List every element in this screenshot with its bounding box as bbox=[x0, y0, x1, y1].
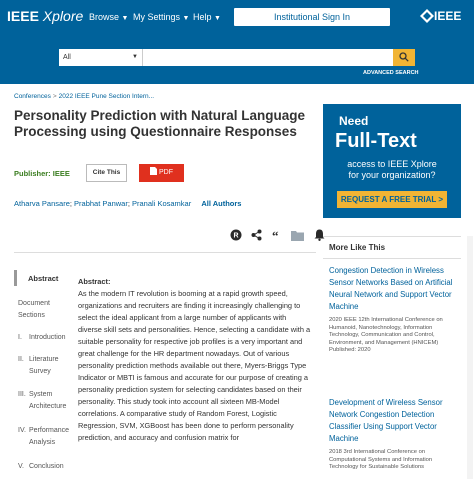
logo-main-text: IEEE bbox=[7, 8, 39, 24]
chevron-down-icon: ▼ bbox=[132, 54, 138, 60]
all-authors-link[interactable]: All Authors bbox=[201, 199, 242, 208]
institutional-sign-in-button[interactable]: Institutional Sign In bbox=[234, 8, 390, 26]
full-text-ad[interactable] bbox=[323, 104, 461, 218]
section-label: Introduction bbox=[29, 334, 66, 341]
divider bbox=[323, 258, 461, 259]
author-separator: ; bbox=[127, 199, 133, 208]
document-icon bbox=[150, 167, 157, 175]
section-number: I. bbox=[18, 334, 22, 341]
abstract-heading: Abstract: bbox=[78, 277, 111, 286]
author-link[interactable]: Prabhat Panwar bbox=[74, 199, 128, 208]
breadcrumb bbox=[14, 93, 154, 100]
author-link[interactable]: Atharva Pansare bbox=[14, 199, 70, 208]
author-link[interactable]: Pranali Kosamkar bbox=[132, 199, 192, 208]
publisher-line bbox=[14, 169, 70, 178]
share-icon[interactable] bbox=[251, 228, 262, 246]
nav-abstract[interactable]: Abstract bbox=[28, 274, 59, 283]
section-label: Literature Survey bbox=[29, 356, 59, 375]
chevron-down-icon: ▼ bbox=[214, 15, 221, 22]
section-label: System Architecture bbox=[29, 391, 67, 410]
publisher-label: Publisher: bbox=[14, 169, 51, 178]
copyright-icon[interactable] bbox=[230, 228, 242, 246]
document-sections-label: Document Sections bbox=[18, 300, 50, 319]
more-like-this-header: More Like This bbox=[329, 243, 386, 252]
section-label: Conclusion bbox=[29, 463, 64, 470]
breadcrumb-separator: > bbox=[52, 93, 57, 100]
chevron-down-icon: ▼ bbox=[182, 15, 190, 22]
author-separator: ; bbox=[69, 199, 75, 208]
quote-icon[interactable] bbox=[272, 228, 282, 246]
more-like-this-panel bbox=[323, 236, 461, 479]
nav-browse-label: Browse bbox=[89, 12, 120, 22]
section-number: IV. bbox=[18, 427, 26, 434]
ad-full-text: Full-Text bbox=[335, 130, 417, 152]
breadcrumb-conferences[interactable]: Conferences bbox=[14, 93, 51, 100]
related-article-venue: 2020 IEEE 12th International Conference on Humanoid, Nanotechnology, Information Technology, Communication and Control, Environment, and Management (HNICEM) bbox=[329, 317, 443, 346]
section-number: V. bbox=[18, 463, 24, 470]
svg-text:R: R bbox=[233, 232, 239, 240]
nav-my-settings[interactable] bbox=[133, 12, 189, 22]
abstract-body bbox=[78, 276, 312, 444]
related-article-title[interactable]: Congestion Detection in Wireless Sensor Networks Based on Artificial Neural Network and Support Vector Machine bbox=[329, 266, 453, 311]
pdf-button[interactable] bbox=[139, 164, 184, 182]
ad-access-line-2: for your organization? bbox=[348, 170, 436, 180]
ieee-diamond-icon bbox=[420, 9, 434, 23]
search-icon bbox=[399, 52, 409, 62]
authors-line bbox=[14, 199, 241, 208]
related-article-title[interactable]: Development of Wireless Sensor Network Congestion Detection Classifier Using Support Vector Machine bbox=[329, 398, 443, 443]
cite-this-button[interactable]: Cite This bbox=[86, 164, 127, 182]
divider bbox=[14, 252, 316, 253]
related-article bbox=[329, 265, 457, 355]
svg-text:“: “ bbox=[271, 229, 279, 241]
article-tools bbox=[230, 228, 330, 244]
pdf-label: PDF bbox=[158, 169, 173, 176]
section-number: II. bbox=[18, 356, 24, 363]
search-scope-select[interactable] bbox=[59, 49, 143, 66]
related-article-venue: 2018 3rd International Conference on Computational Systems and Information Technology for Sustainable Solutions bbox=[329, 449, 433, 470]
chevron-down-icon: ▼ bbox=[121, 15, 129, 22]
scrollbar[interactable] bbox=[467, 236, 473, 479]
abstract-text: As the modern IT revolution is booming at a rapid growth speed, organizations and recruiters are finding it increasingly challenging to select the ideal applicant from a large number of applicants with diverse skill sets and personalities. Hence, selecting a candidate with a suitable personality for respective job profiles is a very important and great challenge for the HR department nowadays. Out of various personality prediction methods available out there, Myers-Briggs Type Indicator or MBTI is famous and accurate for our purpose of creating a personality prediction system for selecting candidates based on their personality. This study took into account all sixteen MB-Model correlations. A comparative study of Random Forest, Logistic Regression, SVM, XGBoost has been done to perform personality prediction, and accuracy and confusion matrix for bbox=[78, 289, 311, 442]
request-free-trial-button[interactable]: REQUEST A FREE TRIAL > bbox=[337, 191, 447, 208]
publisher-name: IEEE bbox=[52, 169, 70, 178]
ieee-xplore-logo[interactable] bbox=[7, 8, 83, 24]
page-title: Personality Prediction with Natural Language Processing using Questionnaire Responses bbox=[14, 108, 306, 139]
search-button[interactable] bbox=[393, 49, 415, 66]
section-number: III. bbox=[18, 391, 26, 398]
brand-text: IEEE bbox=[434, 9, 462, 23]
ad-need: Need bbox=[339, 114, 369, 128]
nav-help-label: Help bbox=[193, 12, 212, 22]
folder-icon[interactable] bbox=[291, 228, 304, 246]
related-article bbox=[329, 397, 457, 472]
related-article-published: Published: 2020 bbox=[329, 347, 371, 353]
section-label: Performance Analysis bbox=[29, 427, 70, 446]
ieee-brand-logo[interactable] bbox=[420, 9, 461, 23]
search-scope-value: All bbox=[63, 54, 71, 61]
logo-sub-text: Xplore bbox=[42, 8, 84, 24]
ad-access-line-1: access to IEEE Xplore bbox=[347, 159, 437, 169]
ad-access-text bbox=[323, 159, 461, 181]
nav-help[interactable] bbox=[193, 12, 221, 22]
advanced-search-link[interactable]: ADVANCED SEARCH bbox=[363, 70, 419, 76]
nav-my-settings-label: My Settings bbox=[133, 12, 181, 22]
search-input[interactable] bbox=[145, 50, 389, 65]
nav-browse[interactable] bbox=[89, 12, 128, 22]
active-section-indicator bbox=[14, 270, 17, 286]
breadcrumb-conference-name[interactable]: 2022 IEEE Pune Section Intern... bbox=[58, 93, 155, 100]
search-bar bbox=[59, 49, 415, 66]
